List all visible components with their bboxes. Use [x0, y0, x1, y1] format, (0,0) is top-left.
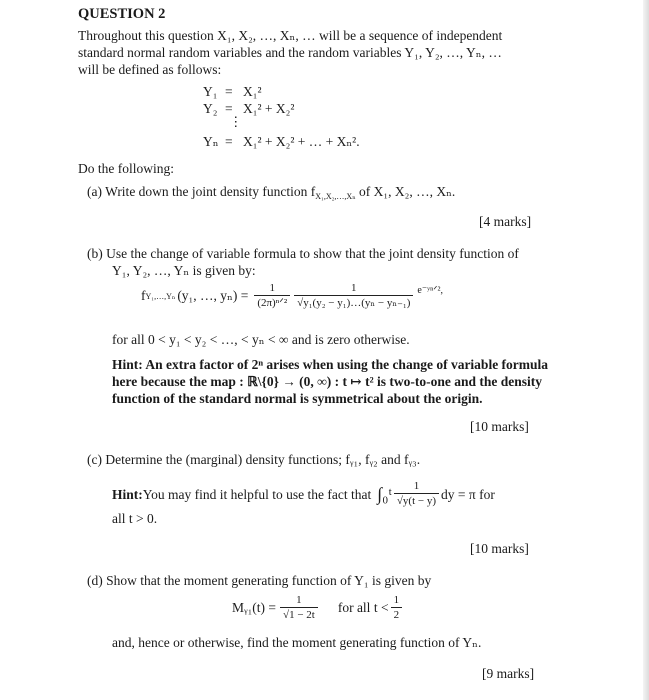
- def-y2-eq: =: [225, 101, 233, 116]
- part-c-marks: [10 marks]: [470, 541, 529, 556]
- def-yn-lhs: Yₙ: [203, 134, 219, 149]
- part-b-formula: [141, 282, 443, 310]
- def-y1-lhs: Y₁: [203, 84, 218, 99]
- part-b-hint-3: function of the standard normal is symmetrical about the origin.: [112, 391, 483, 406]
- formula-exp: e⁻ʸⁿᐟ²,: [417, 284, 443, 296]
- frac-2-num: 1: [294, 282, 413, 296]
- integral-frac-num: 1: [394, 480, 439, 494]
- part-d-marks: [9 marks]: [482, 666, 535, 681]
- frac-1-den: (2π)ⁿᐟ²: [257, 297, 288, 309]
- hint-label: Hint:: [112, 357, 143, 372]
- frac-1-num: 1: [254, 282, 290, 296]
- def-y2-rhs: X₁² + X₂²: [243, 101, 295, 116]
- mgf-frac-num: 1: [280, 594, 318, 608]
- intro-line-3: will be defined as follows:: [78, 62, 222, 77]
- integral-frac: [394, 480, 439, 508]
- integral-tail: dy = π for: [441, 486, 495, 502]
- mgf-frac-den: √1 − 2t: [283, 609, 315, 621]
- part-a-text: [87, 183, 455, 205]
- part-b-marks: [10 marks]: [470, 419, 529, 434]
- part-d-mgf: [232, 594, 404, 622]
- question-title: QUESTION 2: [78, 6, 166, 22]
- mgf-cond-frac: [391, 594, 403, 622]
- intro-line-2: standard normal random variables and the random variables Y₁, Y₂, …, Yₙ, …: [78, 45, 502, 60]
- part-d-line-3: and, hence or otherwise, find the moment generating function of Yₙ.: [112, 635, 482, 650]
- formula-frac-2: [294, 282, 413, 310]
- def-y2-lhs: Y₂: [203, 101, 218, 116]
- mgf-cond-num: 1: [391, 594, 403, 608]
- part-c-line-1: (c) Determine the (marginal) density functions; fᵧ₁, fᵧ₂ and fᵧ₃.: [87, 452, 421, 467]
- def-yn-rhs: X₁² + X₂² + … + Xₙ².: [243, 134, 360, 149]
- part-b-hint-1: [112, 356, 548, 373]
- formula-f: f: [141, 288, 146, 303]
- part-b-condition: for all 0 < y₁ < y₂ < …, < yₙ < ∞ and is zero otherwise.: [112, 332, 410, 347]
- mgf-frac: [280, 594, 318, 622]
- do-following: Do the following:: [78, 161, 174, 176]
- def-yn-eq: =: [225, 134, 233, 149]
- intro-line-1: Throughout this question X₁, X₂, …, Xₙ, … will be a sequence of independent: [78, 28, 503, 43]
- def-y1-eq: =: [225, 84, 233, 99]
- part-b-hint-2: here because the map : ℝ\{0} → (0, ∞) : t ↦ t² is two-to-one and the density: [112, 374, 543, 389]
- part-a-marks: [4 marks]: [479, 214, 532, 229]
- mgf-cond-den: 2: [393, 609, 400, 621]
- mgf-lhs: Mᵧ₁(t) =: [232, 600, 277, 615]
- part-a-lead: (a) Write down the joint density function f: [87, 184, 316, 199]
- part-d-line-1: (d) Show that the moment generating function of Y₁ is given by: [87, 573, 432, 588]
- part-a-subscript: X₁,X₂,…,Xₙ: [315, 192, 356, 201]
- def-y1-rhs: X₁²: [243, 84, 262, 99]
- hint-text-1: An extra factor of 2ⁿ arises when using the change of variable formula: [142, 357, 549, 372]
- integral-frac-den: √y(t − y): [396, 495, 437, 507]
- formula-f-sub: Y₁,…,Yₙ: [145, 291, 176, 301]
- frac-2-den: √y₁(y₂ − y₁)…(yₙ − yₙ₋₁): [297, 297, 411, 309]
- part-c-hint-2: all t > 0.: [112, 511, 158, 526]
- formula-frac-1: [254, 282, 290, 310]
- page-edge-shadow: [643, 0, 649, 700]
- def-vdots: ⋮: [229, 114, 243, 129]
- integral-sign: ∫₀ᵗ: [377, 483, 392, 504]
- part-b-line-2: Y₁, Y₂, …, Yₙ is given by:: [112, 263, 256, 278]
- hint-c-text: You may find it helpful to use the fact that: [142, 486, 372, 502]
- mgf-condition: for all t <: [337, 600, 389, 615]
- part-a-tail: of X₁, X₂, …, Xₙ.: [355, 184, 456, 199]
- formula-args: (y₁, …, yₙ) =: [177, 288, 249, 303]
- hint-c-label: Hint:: [112, 486, 143, 502]
- part-c-hint: [112, 480, 495, 508]
- part-b-line-1: (b) Use the change of variable formula to show that the joint density function of: [87, 246, 519, 261]
